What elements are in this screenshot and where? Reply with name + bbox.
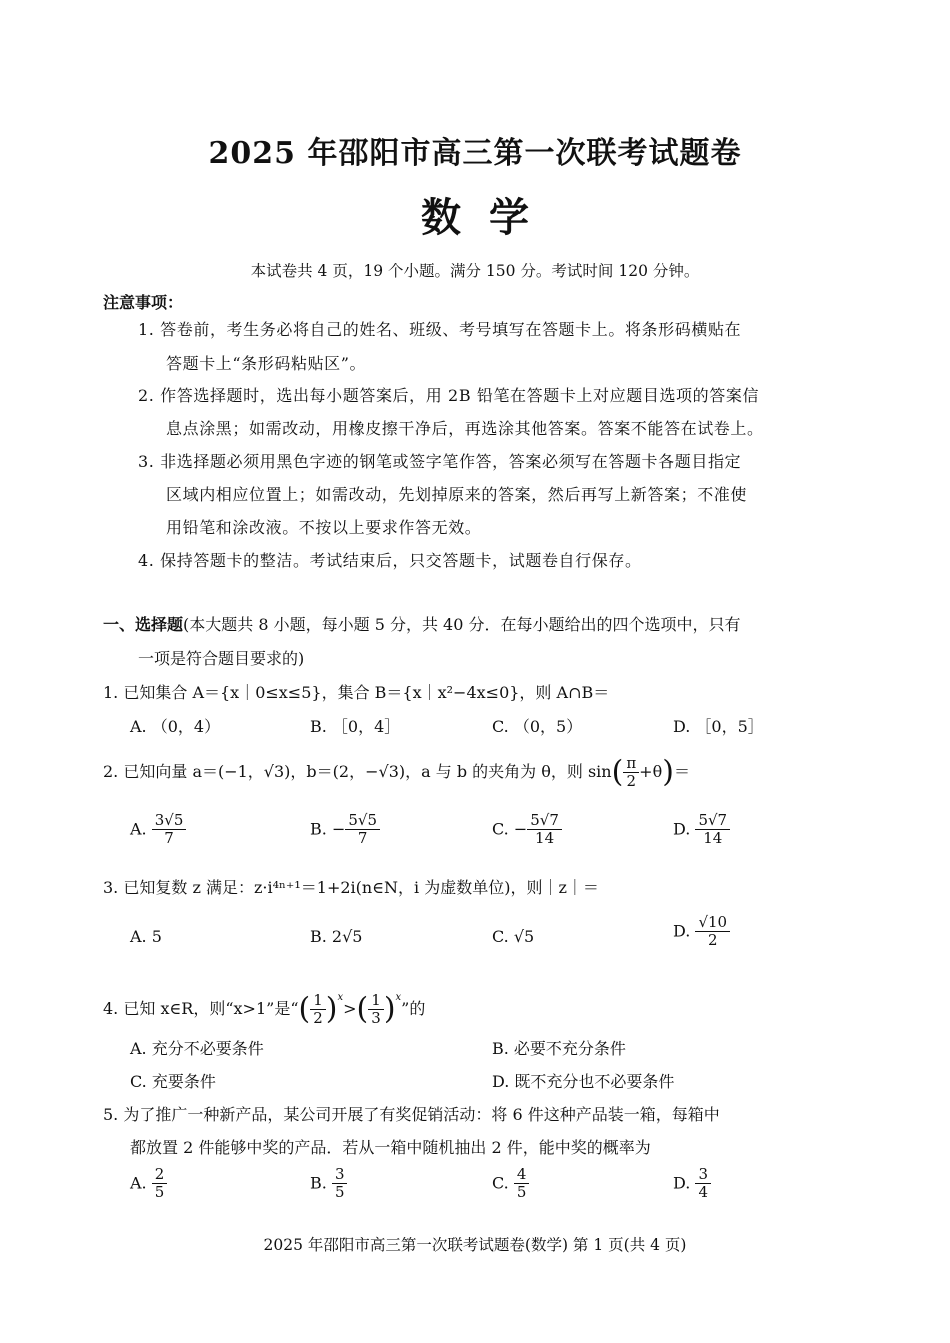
q4-option-b: B. 必要不充分条件 [492, 1039, 626, 1058]
section-label: 一、选择题 [103, 615, 184, 634]
question-1: 1. 已知集合 A＝{x｜0≤x≤5}，集合 B＝{x｜x²−4x≤0}，则 A∩B＝ [103, 683, 610, 702]
q5-option-c: C. $\frac{4}{5}$ [492, 1166, 529, 1202]
q2-option-c: C. − $\frac{5√7}{14}$ [492, 812, 562, 848]
q5-option-a: A. $\frac{2}{5}$ [130, 1166, 167, 1202]
notice-heading: 注意事项： [103, 293, 184, 312]
q3-option-d: D. $\frac{√10}{2}$ [673, 914, 730, 950]
question-5: 5. 为了推广一种新产品，某公司开展了有奖促销活动：将 6 件这种产品装一箱，每箱中 [103, 1105, 720, 1124]
question-2: 2. 已知向量 a＝(−1，√3)，b＝(2，−√3)，a 与 b 的夹角为 θ，则 sin( $\frac{\pi}{2}$ +θ)＝ [103, 753, 690, 790]
exam-intro: 本试卷共 4 页，19 个小题。满分 150 分。考试时间 120 分钟。 [250, 262, 700, 280]
notice-line: 3. 非选择题必须用黑色字迹的钢笔或签字笔作答，答案必须写在答题卡各题目指定 [138, 452, 742, 471]
page-footer: 2025 年邵阳市高三第一次联考试题卷(数学) 第 1 页(共 4 页) [263, 1236, 687, 1254]
q2-option-d: D. $\frac{5√7}{14}$ [673, 812, 730, 848]
question-5-cont: 都放置 2 件能够中奖的产品．若从一箱中随机抽出 2 件，能中奖的概率为 [130, 1138, 651, 1157]
q3-option-a: A. 5 [130, 927, 162, 946]
section-heading [103, 612, 741, 635]
q5-option-d: D. $\frac{3}{4}$ [673, 1166, 711, 1202]
notice-line: 答题卡上“条形码粘贴区”。 [166, 354, 367, 373]
q4-option-c: C. 充要条件 [130, 1072, 216, 1091]
q2-option-b: B. − $\frac{5√5}{7}$ [310, 812, 380, 848]
notice-line: 2. 作答选择题时，选出每小题答案后，用 2B 铅笔在答题卡上对应题目选项的答案信 [138, 386, 760, 405]
q4-option-d: D. 既不充分也不必要条件 [492, 1072, 675, 1091]
q2-arg-num: π [623, 755, 639, 773]
q1-option-a: A. （0，4） [130, 717, 221, 736]
q1-option-b: B. ［0，4］ [310, 717, 401, 736]
q4-text: 4. 已知 x∈R，则“x>1”是“ [103, 999, 299, 1018]
notice-line: 1. 答卷前，考生务必将自己的姓名、班级、考号填写在答题卡上。将条形码横贴在 [138, 320, 742, 339]
subject-title: 数学 [421, 194, 557, 241]
q3-option-b: B. 2√5 [310, 927, 363, 946]
q4-text-end: ”的 [401, 999, 426, 1018]
q5-option-b: B. $\frac{3}{5}$ [310, 1166, 347, 1202]
q2-arg-tail: +θ [639, 762, 663, 781]
notice-line: 区域内相应位置上；如需改动，先划掉原来的答案，然后再写上新答案；不准使 [166, 485, 748, 504]
section-desc: (本大题共 8 小题，每小题 5 分，共 40 分．在每小题给出的四个选项中，只有 [183, 615, 741, 634]
q3-option-c: C. √5 [492, 927, 535, 946]
exam-title: 2025 年邵阳市高三第一次联考试题卷 [208, 136, 742, 171]
question-4: 4. 已知 x∈R，则“x>1”是“( $\frac{1}{2}$ )$^x$>( $\frac{1}{3}$ )$^x$”的 [103, 990, 426, 1027]
section-desc-cont: 一项是符合题目要求的) [138, 649, 305, 668]
q2-option-a: A. $\frac{3√5}{7}$ [130, 812, 186, 848]
q2-arg-den: 2 [626, 772, 637, 790]
notice-line: 4. 保持答题卡的整洁。考试结束后，只交答题卡，试题卷自行保存。 [138, 551, 642, 570]
notice-line: 用铅笔和涂改液。不按以上要求作答无效。 [166, 518, 482, 537]
q1-option-c: C. （0，5） [492, 717, 583, 736]
q4-option-a: A. 充分不必要条件 [130, 1039, 264, 1058]
q2-text: 2. 已知向量 a＝(−1，√3)，b＝(2，−√3)，a 与 b 的夹角为 θ，则 sin [103, 762, 612, 781]
question-3: 3. 已知复数 z 满足：z·i⁴ⁿ⁺¹＝1+2i(n∈N，i 为虚数单位)，则｜z｜＝ [103, 878, 599, 897]
notice-line: 息点涂黑；如需改动，用橡皮擦干净后，再选涂其他答案。答案不能答在试卷上。 [166, 419, 764, 438]
q2-equals: ＝ [673, 762, 690, 781]
q1-option-d: D. ［0，5］ [673, 717, 764, 736]
